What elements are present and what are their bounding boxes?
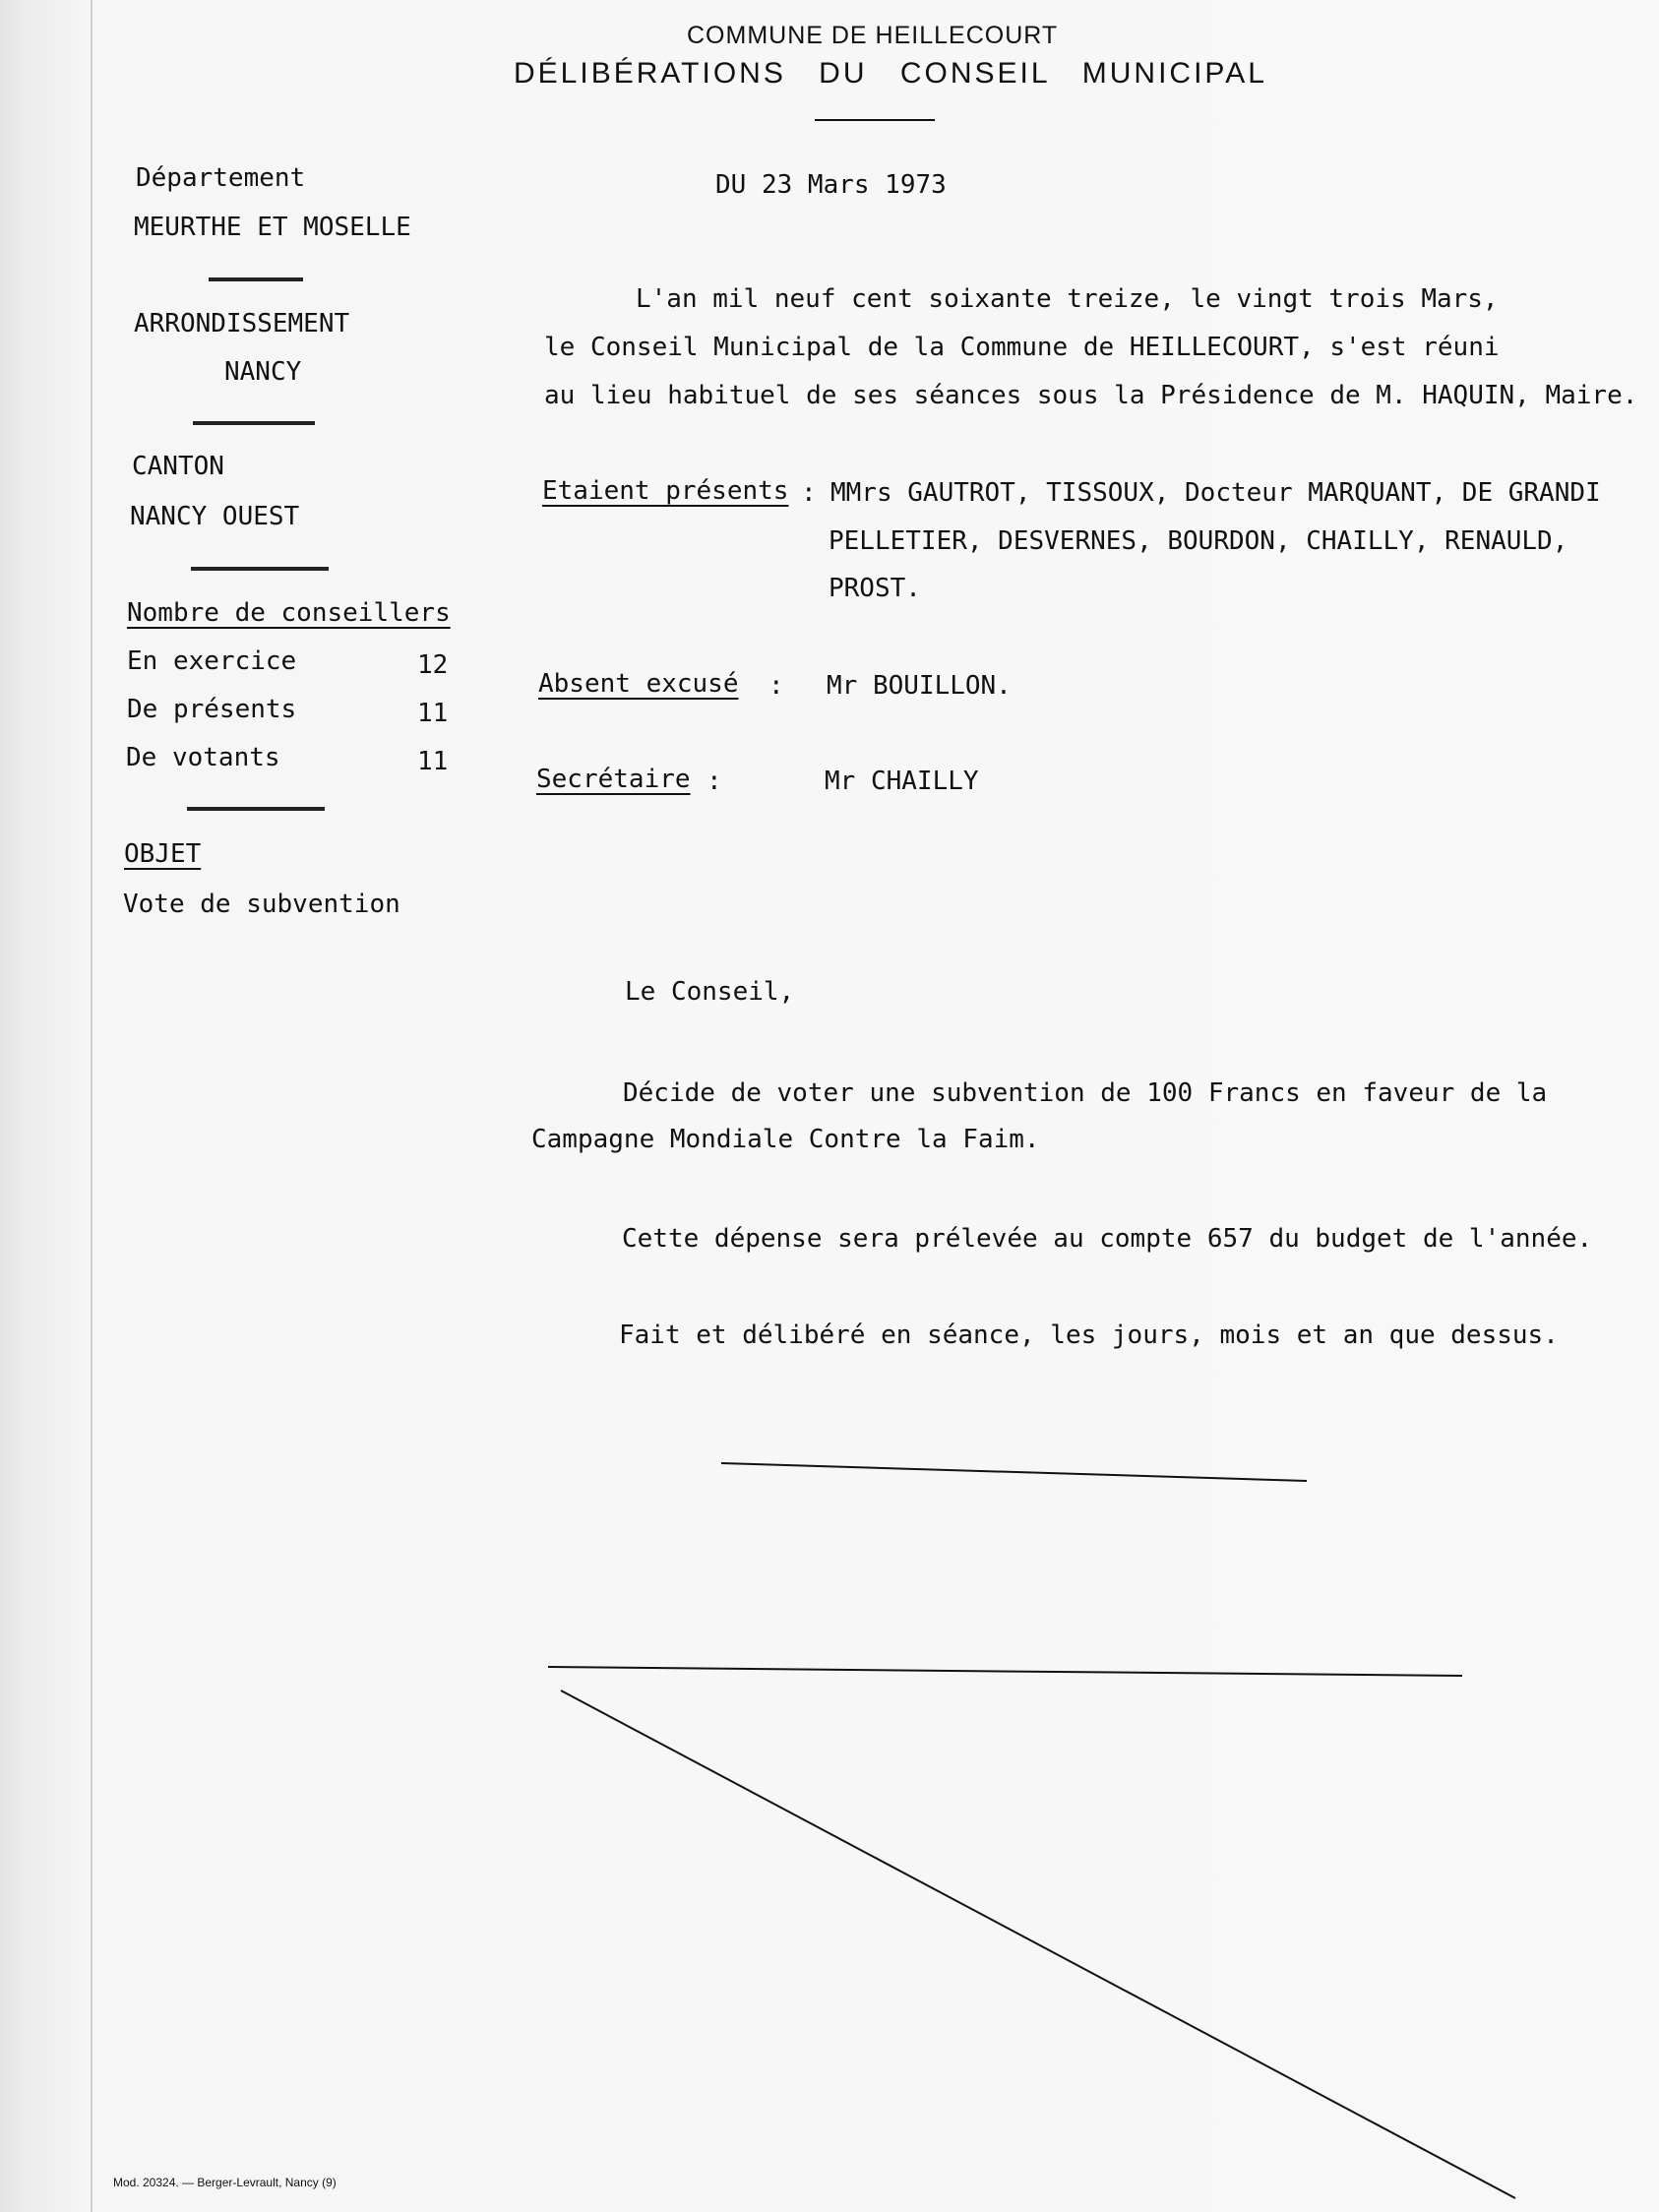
- arrondissement-label: ARRONDISSEMENT: [134, 309, 350, 338]
- presents-count: 11: [417, 699, 449, 728]
- printer-imprint: Mod. 20324. — Berger-Levrault, Nancy (9): [113, 2176, 337, 2189]
- signature-rule: [721, 1463, 1307, 1481]
- closing-line: Fait et délibéré en séance, les jours, mois et an que dessus.: [619, 1321, 1559, 1350]
- presents-label: De présents: [127, 695, 297, 724]
- intro-line: L'an mil neuf cent soixante treize, le vingt trois Mars,: [636, 284, 1499, 314]
- arrondissement-value: NANCY: [224, 357, 302, 387]
- canton-label: CANTON: [132, 452, 224, 481]
- presents-heading: Etaient présents: [542, 476, 789, 506]
- objet-value: Vote de subvention: [123, 890, 400, 919]
- cancel-diagonal: [561, 1690, 1515, 2198]
- decision-line: Décide de voter une subvention de 100 Francs en faveur de la: [623, 1078, 1548, 1108]
- secretaire-colon: :: [707, 767, 722, 796]
- meeting-date: DU 23 Mars 1973: [715, 170, 947, 200]
- absent-colon: :: [768, 671, 784, 701]
- votants-label: De votants: [126, 743, 280, 772]
- conseil-salutation: Le Conseil,: [625, 977, 795, 1007]
- absent-heading: Absent excusé: [538, 669, 739, 699]
- objet-label: OBJET: [124, 839, 202, 869]
- canton-value: NANCY OUEST: [130, 502, 300, 531]
- document-title: DÉLIBÉRATIONS DU CONSEIL MUNICIPAL: [514, 57, 1267, 90]
- depense-line: Cette dépense sera prélevée au compte 657 du budget de l'année.: [622, 1224, 1593, 1254]
- intro-line: au lieu habituel de ses séances sous la Présidence de M. HAQUIN, Maire.: [544, 381, 1638, 410]
- conseillers-heading: Nombre de conseillers: [127, 598, 451, 628]
- intro-line: le Conseil Municipal de la Commune de HEILLECOURT, s'est réuni: [544, 333, 1500, 362]
- decision-line: Campagne Mondiale Contre la Faim.: [531, 1125, 1040, 1154]
- presents-names-line: PELLETIER, DESVERNES, BOURDON, CHAILLY, RENAULD,: [829, 526, 1568, 556]
- exercice-label: En exercice: [127, 646, 297, 676]
- presents-colon: :: [801, 478, 817, 508]
- presents-names-line: PROST.: [829, 574, 921, 603]
- commune-heading: COMMUNE DE HEILLECOURT: [687, 22, 1059, 49]
- votants-count: 11: [417, 747, 449, 776]
- exercice-count: 12: [417, 650, 449, 680]
- secretaire-name: Mr CHAILLY: [825, 767, 979, 796]
- departement-value: MEURTHE ET MOSELLE: [134, 213, 411, 242]
- secretaire-heading: Secrétaire: [536, 765, 691, 794]
- end-rule: [548, 1667, 1462, 1676]
- absent-name: Mr BOUILLON.: [827, 671, 1012, 701]
- departement-label: Département: [136, 163, 306, 193]
- presents-names-line: MMrs GAUTROT, TISSOUX, Docteur MARQUANT, DE GRANDI: [830, 478, 1601, 508]
